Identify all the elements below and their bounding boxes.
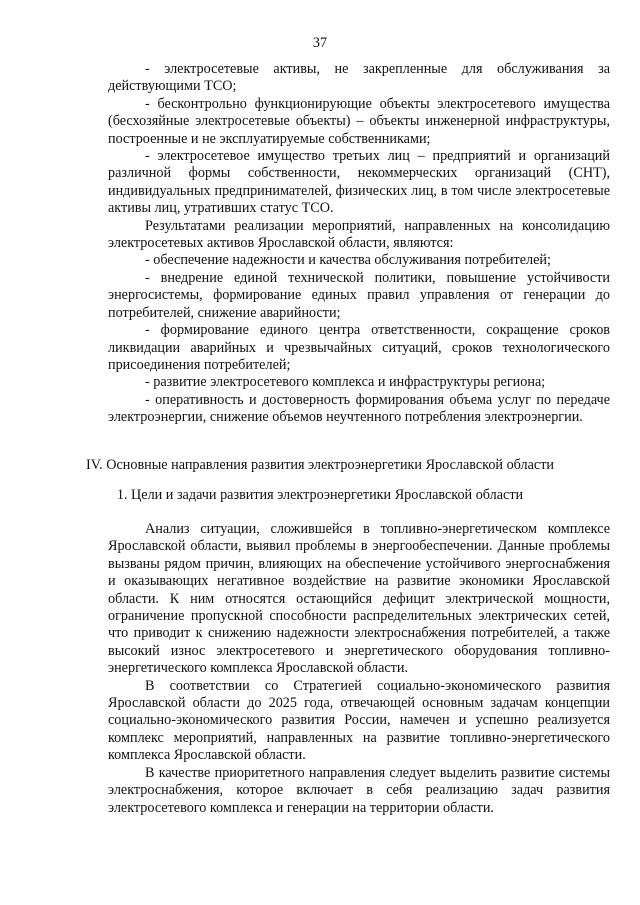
paragraph: В соответствии со Стратегией социально-экономического развития Ярославской области до 2025 года, отвечающей основным задачам концепции социально-экономического развития России, намечен и успешно реализуется комплекс мероприятий, направленных на развитие топливно-энергетического комплекса Ярославской области. (108, 677, 610, 764)
list-item: - развитие электросетевого комплекса и инфраструктуры региона; (145, 374, 546, 391)
paragraph: Анализ ситуации, сложившейся в топливно-энергетическом комплексе Ярославской области, выявил проблемы в энергообеспечении. Данные проблемы вызваны рядом причин, влияющих на обеспечение устойчивого энергоснабжения и оказывающих негативное воздействие на развитие экономики Ярославской области. К ним относятся остающийся дефицит электрической мощности, ограничение пропускной способности распределительных электрических сетей, что приводит к снижению надежности электроснабжения потребителей, а также высокий износ электросетевого и энергетического оборудования топливно-энергетического комплекса Ярославской области. (108, 521, 610, 677)
page-number: 37 (312, 35, 328, 51)
section-consolidation (108, 61, 610, 427)
paragraph: Результатами реализации мероприятий, направленных на консолидацию электросетевых активов Ярославской области, являются: (108, 217, 610, 252)
list-item: - формирование единого центра ответственности, сокращение сроков ликвидации аварийных и чрезвычайных ситуаций, сроков технологического присоединения потребителей; (108, 322, 610, 373)
list-item: - электросетевые активы, не закрепленные для обслуживания за действующими ТСО; (108, 61, 610, 95)
list-item: - оперативность и достоверность формирования объема услуг по передаче электроэнергии, снижение объемов неучтенного потребления электроэнергии. (108, 391, 610, 426)
section-analysis (108, 521, 610, 817)
list-item: - внедрение единой технической политики, повышение устойчивости энергосистемы, формирование единых правил управления от генерации до потребителей, снижение аварийности; (108, 269, 610, 321)
section-heading: IV. Основные направления развития электроэнергетики Ярославской области (85, 457, 554, 473)
list-item: - электросетевое имущество третьих лиц – предприятий и организаций различной формы собственности, некоммерческих организаций (СНТ), индивидуальных предпринимателей, физических лиц, в том числе электросетевые активы лиц, утративших статус ТСО. (108, 148, 610, 217)
paragraph: В качестве приоритетного направления следует выделить развитие системы электроснабжения, которое включает в себя реализацию задач развития электросетевого комплекса и генерации на территории области. (108, 764, 610, 816)
list-item: - бесконтрольно функционирующие объекты электросетевого имущества (бесхозяйные электросетевые объекты) – объекты инженерной инфраструктуры, построенные и не эксплуатируемые собственниками; (108, 95, 610, 147)
subsection-heading: 1. Цели и задачи развития электроэнергетики Ярославской области (116, 487, 524, 503)
list-item: - обеспечение надежности и качества обслуживания потребителей; (145, 252, 551, 269)
